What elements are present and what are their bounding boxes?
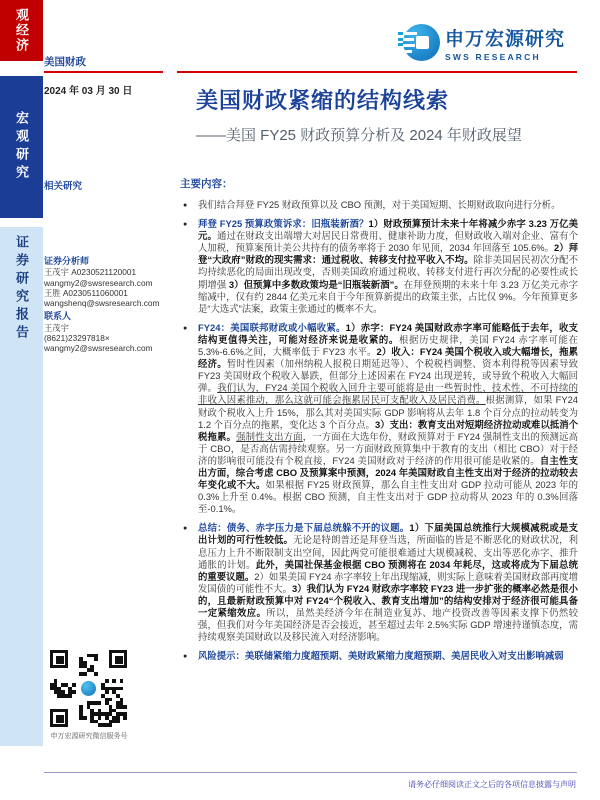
text-segment: 我们结合拜登 FY25 财政预算以及 CBO 预测，对于美国短期、长期财政取向进行分析。 (198, 199, 561, 210)
main-content (180, 176, 578, 669)
analyst-label: 证券分析师 (44, 256, 90, 266)
bullet-item (180, 650, 578, 662)
bullet-item (180, 199, 578, 211)
text-segment: 3）支出：教育支出对短期经济拉动或难以抵消个税拖累。 (198, 418, 578, 442)
contact-label: 联系人 (44, 311, 72, 322)
bullet-item (180, 218, 578, 315)
text-segment: 3）但预算中多数政策均是“旧瓶装新酒”。 (228, 278, 404, 290)
section-label: 主要内容： (180, 178, 233, 190)
analyst-lines (44, 267, 196, 308)
text-segment: 我们认为，FY24 美国个税收入回升主要可能将是由一些暂时性、技术性、不可持续的非收入因素推动，那么这就可能会拖累居民可支配收入及居民消费。 (198, 382, 578, 406)
text-segment: 2）如果美国 FY24 赤字率较上年出现缩减，则实际上意味着美国财政部再度增发国债的可能性不大。 (198, 570, 578, 594)
contact-lines (44, 323, 196, 354)
info-line: 王胜 A0230511060001 (44, 287, 128, 298)
related-research-label: 相关研究 (44, 181, 83, 192)
bullet-item (180, 322, 578, 516)
text-segment: 1）下届美国总统推行大规模减税或是支出计划的可行性较低。 (198, 522, 578, 546)
info-line: wangmy2@swsresearch.com (44, 277, 153, 288)
text-segment: 暂时性因素（加州纳税人报税日期延迟等）、个税税档调整、资本利得税等因素导致 FY23 美国财政个税收入暴跌，但部分上述因素在 FY24 出现逆转，或导致个税收入大幅回弹。 (198, 358, 578, 394)
qr-caption: 申万宏源研究微信服务号 (50, 733, 128, 740)
spine-tab-economy-label: 观经济 (14, 8, 29, 53)
analyst-block (44, 253, 196, 354)
footer-disclaimer: 请务必仔细阅读正文之后的各项信息披露与声明 (408, 780, 576, 789)
text-segment: 在拜登预期的未来十年 3.23 万亿美元赤字缩减中，仅有约 2844 亿美元来自于今年预算新提出的政策主张，占比仅 9%。今年预算更多是“大选式”法案，政策主张通过的概率不大。 (198, 278, 578, 314)
text-segment: 2）拜登“大政府”财政的现实需求：通过税收、转移支付拉平收入不均。 (198, 242, 578, 266)
info-line: wangmy2@swsresearch.com (44, 343, 153, 354)
text-segment: 无论是特朗普还是拜登当选，所面临的皆是不断恶化的财政状况，利息压力上升不断限制支出空间，因此两党可能很难通过大规模减税、支出等恶化赤字、推升通胀的计划。 (198, 534, 578, 570)
report-category: 美国财政 (44, 56, 86, 68)
info-line: wangshenq@swsresearch.com (44, 298, 160, 309)
report-date: 2024 年 03 月 30 日 (44, 86, 133, 97)
text-segment: 根据历史规律，美国 FY24 赤字率可能在 5.3%-6.6%之间，大概率低于 FY23 水平。 (198, 333, 578, 358)
text-segment: 根据测算，如果 FY24 财政个税收入上升 15%，那么其对美国实际 GDP 影响将从去年 1.8 个百分点的拉动转变为 1.2 个百分点的拖累，变化达 3 个百分点。 (198, 394, 578, 430)
logo-cn-text: 申万宏源研究 (445, 29, 566, 50)
info-line: (8621)23297818× (44, 333, 110, 344)
text-segment: 强制性支出方面 (236, 430, 303, 442)
bullet-list (180, 199, 578, 662)
text-segment: 1）财政预算预计未来十年将减少赤字 3.23 万亿美元。 (198, 218, 579, 242)
footer-rule (44, 772, 577, 773)
spine-tab-economy (0, 0, 43, 61)
text-segment: 所以，虽然美经济今年在制造业复苏、地产投资改善等因素支撑下仍然较强，但我们对今年美国经济是否会接近，甚至超过去年 2.5%实际 GDP 增速持谨慎态度，需持续观察美国财政以及移民流入对经济影响。 (198, 607, 578, 643)
text-segment: 风险提示：美联储紧缩力度超预期、美财政紧缩力度超预期、美居民收入对支出影响减弱 (198, 650, 564, 662)
bullet-marker-icon: ● (183, 653, 188, 661)
report-title: 美国财政紧缩的结构线索 (196, 88, 450, 113)
spine-tab-securities-report-label: 证券研究报告 (14, 235, 29, 343)
text-segment: 此外，美国社保基金根据 CBO 预测将在 2034 年耗尽，这或将成为下届总统的重要议题。 (198, 558, 578, 582)
text-segment: 1）赤字：FY24 美国财政赤字率可能略低于去年，收支结构更值得关注，可能对经济来说是收紧的。 (198, 321, 578, 345)
text-segment: 如果根据 FY25 财政预算，那么自主性支出对 GDP 拉动可能从 2023 年的 0.3%上升至 0.4%。根据 CBO 预测，自主性支出对于 GDP 拉动将从 2023 年的 0.3%回落至-0.1%。 (198, 479, 578, 515)
logo-en-text: SWS RESEARCH (445, 52, 541, 62)
bullet-marker-icon: ● (183, 525, 188, 533)
red-rule-right (177, 71, 577, 73)
spine-tab-macro-research-label: 宏观研究 (14, 111, 29, 183)
text-segment: 除非美国居民初次分配不均持续恶化的局面出现改变，否则美国政府通过税收、转移支付进行再次分配的必要性或长期增强 (198, 254, 578, 290)
text-segment: 通过在财政支出端增大对居民日常费用、健康补助力度，但财政收入端对企业、富有个人加税，预算案预计美公共持有的债务率将于 2030 年见顶，2034 年回落至 105.6%。 (198, 230, 578, 254)
bullet-marker-icon: ● (183, 202, 188, 209)
info-line: 王茂宇 A0230521120001 (44, 267, 137, 278)
qr-center-logo (79, 679, 98, 698)
bullet-item (180, 522, 578, 643)
report-subtitle: ——美国 FY25 财政预算分析及 2024 年财政展望 (196, 127, 522, 144)
text-segment: 3）我们认为 FY24 财政赤字率较 FY23 进一步扩张的概率必然是很小的，且最新财政预算中对 FY24“个税收入、教育支出增加”的结构安排对于经济很可能具备一定紧缩效应。 (198, 582, 578, 618)
text-segment: FY24：美国联邦财政或小幅收紧。 (198, 321, 346, 333)
bullet-marker-icon: ● (183, 221, 188, 229)
red-rule-left (44, 71, 163, 73)
text-segment: 拜登 FY25 预算政策诉求：旧瓶装新酒？ (198, 218, 369, 230)
sws-logo (400, 22, 578, 64)
spine-tab-macro-research (0, 76, 43, 218)
spine-tab-securities-report (0, 227, 43, 746)
text-segment: ，一方面在大选年份，财政预算对于 FY24 强制性支出的预测远高于 CBO，是否高估需持续观察。另一方面财政预算集中于教育的支出（相比 CBO）对于经济的影响很可能没有个税直接，FY24 美国财政对于经济的作用很可能是收紧的。 (198, 430, 578, 466)
text-segment: 2）收入：FY24 美国个税收入或大幅增长，拖累经济。 (198, 346, 578, 370)
info-line: 王茂宇 (44, 322, 69, 333)
sws-globe-icon (400, 23, 440, 63)
qr-code (50, 650, 127, 727)
text-segment: 总结：债务、赤字压力是下届总统躲不开的议题。 (198, 522, 410, 534)
text-segment: 自主性支出方面，综合考虑 CBO 及预算案中预测，2024 年美国财政自主性支出对于经济的拉动较去年变化或不大。 (198, 454, 578, 491)
bullet-marker-icon: ● (183, 324, 188, 332)
